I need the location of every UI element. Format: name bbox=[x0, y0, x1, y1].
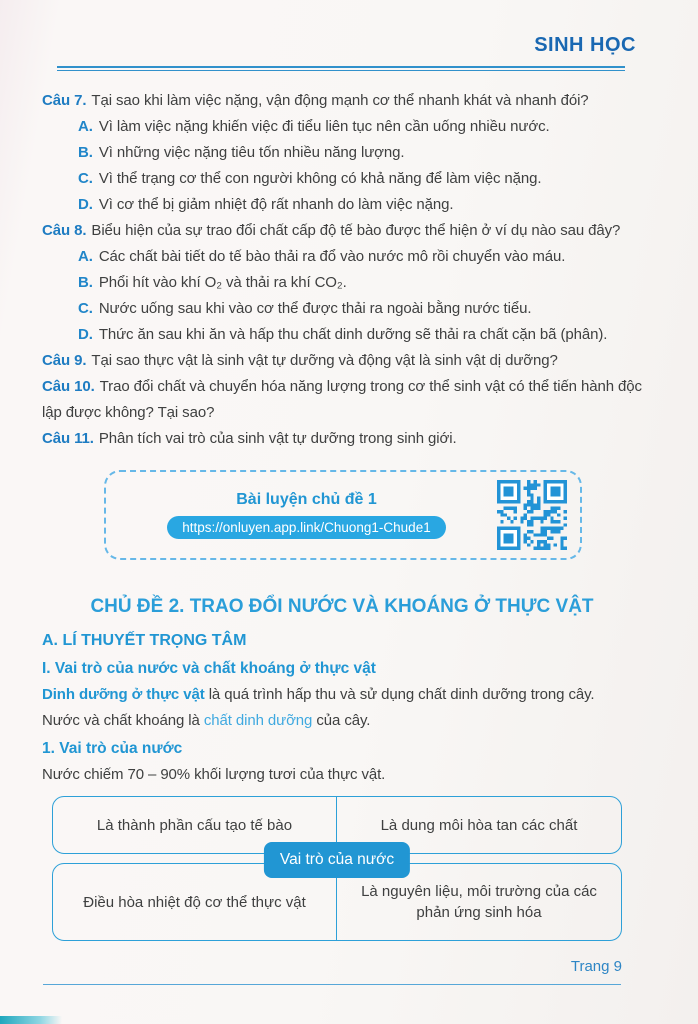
question-text: Phân tích vai trò của sinh vật tự dưỡng trong sinh giới. bbox=[98, 430, 457, 447]
section-a-heading: A. LÍ THUYẾT TRỌNG TÂM bbox=[42, 632, 247, 649]
option-letter: B. bbox=[78, 144, 93, 161]
option-text: Vì cơ thể bị giảm nhiệt độ rất nhanh do làm việc nặng. bbox=[98, 196, 454, 213]
option-text: Nước uống sau khi vào cơ thể được thải ra ngoài bằng nước tiểu. bbox=[98, 300, 532, 317]
answer-option bbox=[42, 270, 642, 296]
subheading-water-role: 1. Vai trò của nước bbox=[42, 740, 183, 757]
answer-option bbox=[42, 322, 642, 348]
practice-link-url[interactable]: https://onluyen.app.link/Chuong1-Chude1 bbox=[182, 520, 431, 535]
diagram-cell-text: Là thành phần cấu tạo tế bào bbox=[96, 816, 293, 834]
answer-option bbox=[42, 166, 642, 192]
term-highlight: chất dinh dưỡng bbox=[203, 712, 313, 729]
answer-option bbox=[42, 296, 642, 322]
paragraph-water-minerals bbox=[42, 708, 642, 734]
option-letter: A. bbox=[78, 118, 93, 135]
question-text: Biểu hiện của sự trao đổi chất cấp độ tế bào được thể hiện ở ví dụ nào sau đây? bbox=[91, 222, 621, 239]
option-text: Thức ăn sau khi ăn và hấp thu chất dinh dưỡng sẽ thải ra chất cặn bã (phân). bbox=[98, 326, 608, 343]
question bbox=[42, 218, 642, 244]
question bbox=[42, 374, 642, 426]
option-text: Vì những việc nặng tiêu tốn nhiều năng lượng. bbox=[98, 144, 405, 161]
option-letter: D. bbox=[78, 326, 93, 343]
diagram-cell-text: Là dung môi hòa tan các chất bbox=[380, 816, 578, 834]
term-lead: Dinh dưỡng ở thực vật bbox=[42, 686, 205, 703]
section-i-heading: I. Vai trò của nước và chất khoáng ở thực vật bbox=[42, 660, 376, 677]
question-label: Câu 11. bbox=[42, 430, 94, 447]
option-letter: A. bbox=[78, 248, 93, 265]
option-text: Các chất bài tiết do tế bào thải ra đổ vào nước mô rồi chuyển vào máu. bbox=[98, 248, 566, 265]
question bbox=[42, 426, 642, 452]
diagram-cell-text: Điều hòa nhiệt độ cơ thể thực vật bbox=[83, 893, 306, 911]
answer-option bbox=[42, 140, 642, 166]
footer-rule bbox=[43, 984, 621, 985]
question-label: Câu 7. bbox=[42, 92, 87, 109]
question-label: Câu 8. bbox=[42, 222, 87, 239]
question-text: Tại sao thực vật là sinh vật tự dưỡng và động vật là sinh vật dị dưỡng? bbox=[91, 352, 558, 369]
water-roles-diagram bbox=[52, 796, 622, 941]
page-number: Trang 9 bbox=[570, 958, 622, 975]
practice-link-pill[interactable] bbox=[167, 516, 445, 539]
answer-option bbox=[42, 244, 642, 270]
paragraph-text: của cây. bbox=[312, 712, 371, 729]
question bbox=[42, 348, 642, 374]
page-content bbox=[42, 88, 642, 941]
question-label: Câu 9. bbox=[42, 352, 87, 369]
practice-box bbox=[104, 470, 582, 560]
option-letter: B. bbox=[78, 274, 93, 291]
question-label: Câu 10. bbox=[42, 378, 95, 395]
paragraph-text: là quá trình hấp thu và sử dụng chất dinh dưỡng trong cây. bbox=[204, 686, 595, 703]
option-text: Vì thể trạng cơ thể con người không có khả năng để làm việc nặng. bbox=[98, 170, 542, 187]
option-letter: D. bbox=[78, 196, 93, 213]
practice-box-title: Bài luyện chủ đề 1 bbox=[236, 491, 377, 508]
bottom-edge-bar bbox=[0, 1016, 62, 1024]
chapter-heading: CHỦ ĐỀ 2. TRAO ĐỔI NƯỚC VÀ KHOÁNG Ở THỰC VẬT bbox=[90, 596, 594, 617]
paragraph-text: Nước và chất khoáng là bbox=[42, 712, 204, 729]
question-text: Trao đổi chất và chuyển hóa năng lượng trong cơ thể sinh vật có thể tiến hành độc lập được không? Tại sao? bbox=[42, 378, 642, 421]
qr-code-icon bbox=[497, 480, 567, 550]
option-letter: C. bbox=[78, 170, 93, 187]
option-text: Vì làm việc nặng khiến việc đi tiểu liên tục nên cần uống nhiều nước. bbox=[98, 118, 550, 135]
option-text: Phổi hít vào khí O₂ và thải ra khí CO₂. bbox=[98, 274, 347, 291]
paragraph-water-percent: Nước chiếm 70 – 90% khối lượng tươi của thực vật. bbox=[42, 766, 386, 783]
practice-box-left bbox=[116, 491, 497, 539]
answer-option bbox=[42, 114, 642, 140]
option-letter: C. bbox=[78, 300, 93, 317]
question-text: Tại sao khi làm việc nặng, vận động mạnh cơ thể nhanh khát và nhanh đói? bbox=[91, 92, 589, 109]
diagram-cell-text: Là nguyên liệu, môi trường của các phản ứng sinh hóa bbox=[361, 883, 597, 921]
diagram-center-pill: Vai trò của nước bbox=[264, 842, 410, 878]
answer-option bbox=[42, 192, 642, 218]
paragraph-nutrition bbox=[42, 682, 642, 708]
page-title: SINH HỌC bbox=[534, 34, 636, 56]
question bbox=[42, 88, 642, 114]
header-rule bbox=[57, 66, 625, 71]
